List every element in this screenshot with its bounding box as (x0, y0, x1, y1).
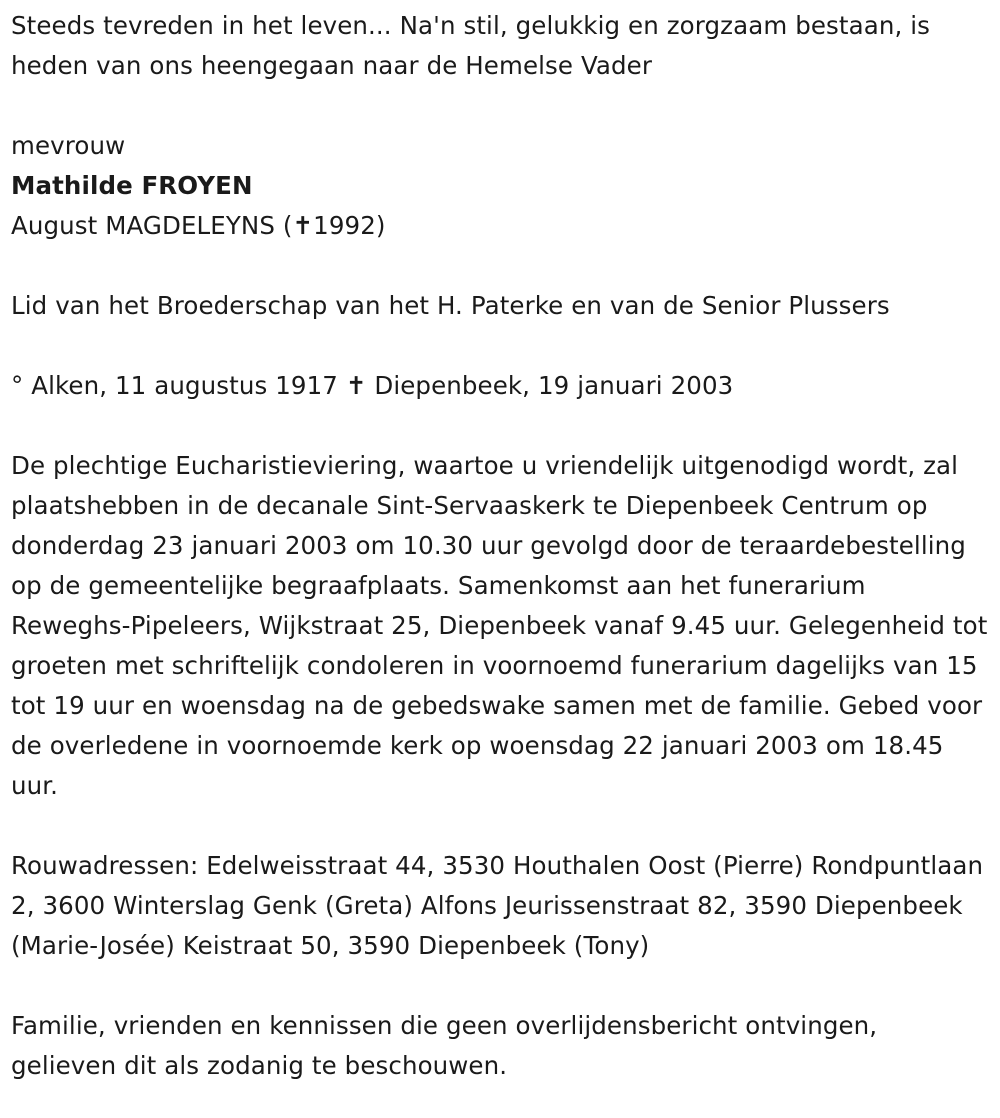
addresses-text: Rouwadressen: Edelweisstraat 44, 3530 Houthalen Oost (Pierre) Rondpuntlaan 2, 3600 Winterslag Genk (Greta) Alfons Jeurissenstraat 82, 3590 Diepenbeek (Marie-Josée) Keistraat 50, 3590 Diepenbeek (Tony) (11, 851, 984, 960)
closing-text: Familie, vrienden en kennissen die geen overlijdensbericht ontvingen, gelieven dit als zodanig te beschouwen. (11, 1011, 878, 1080)
title-prefix: mevrouw (11, 131, 126, 160)
ceremony-text: De plechtige Eucharistieviering, waartoe u vriendelijk uitgenodigd wordt, zal plaatshebben in de decanale Sint-Servaaskerk te Diepenbeek Centrum op donderdag 23 januari 2003 om 10.30 uur gevolgd door de teraardebestelling op de gemeentelijke begraafplaats. Samenkomst aan het funerarium Reweghs-Pipeleers, Wijkstraat 25, Diepenbeek vanaf 9.45 uur. Gelegenheid tot groeten met schriftelijk condoleren in voornoemd funerarium dagelijks van 15 tot 19 uur en woensdag na de gebedswake samen met de familie. Gebed voor de overledene in voornoemde kerk op woensdag 22 januari 2003 om 18.45 uur. (11, 451, 988, 800)
spacer (11, 806, 988, 846)
spacer (11, 86, 988, 126)
deceased-name: Mathilde FROYEN (11, 171, 253, 200)
spacer (11, 246, 988, 286)
spouse-line: August MAGDELEYNS (✝1992) (11, 211, 386, 240)
spacer (11, 966, 988, 1006)
spacer (11, 326, 988, 366)
birth-death-line: ° Alken, 11 augustus 1917 ✝ Diepenbeek, 19 januari 2003 (11, 371, 734, 400)
membership-text: Lid van het Broederschap van het H. Paterke en van de Senior Plussers (11, 291, 890, 320)
intro-text: Steeds tevreden in het leven... Na'n stil, gelukkig en zorgzaam bestaan, is heden van ons heengegaan naar de Hemelse Vader (11, 11, 930, 80)
spacer (11, 406, 988, 446)
